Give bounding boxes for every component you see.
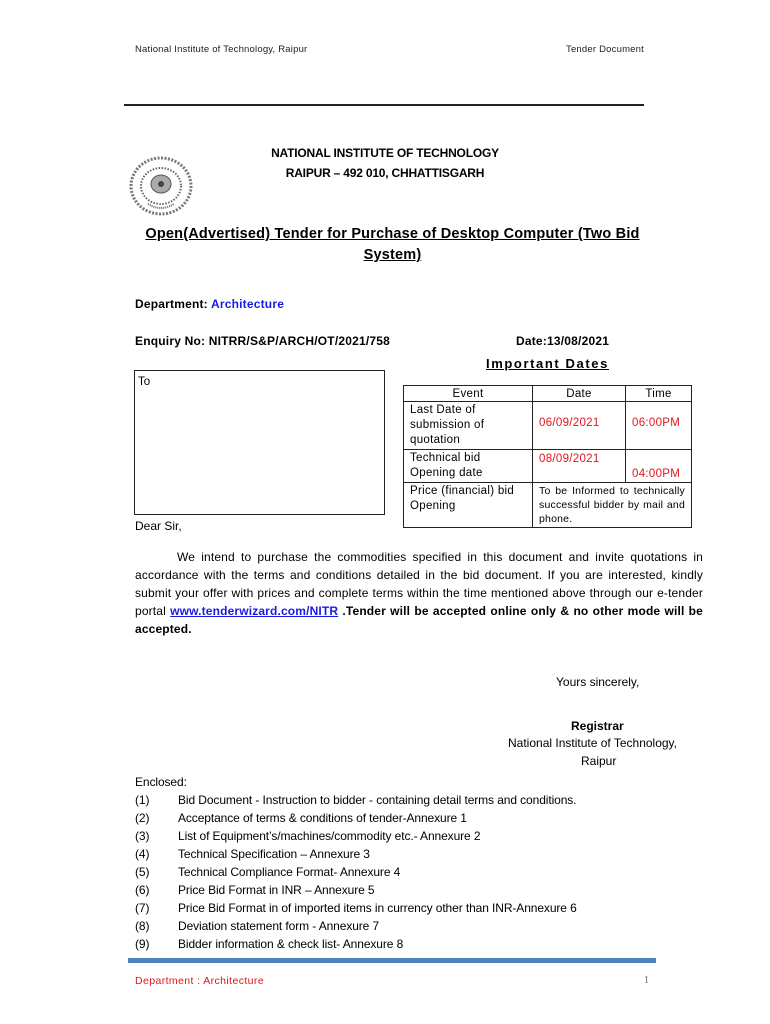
list-item-text: Bidder information & check list- Annexure 8: [178, 937, 404, 951]
department-label: Department:: [135, 297, 208, 311]
list-item-number: (4): [135, 847, 150, 861]
enquiry-date-label: Date:: [516, 334, 548, 348]
list-item: [135, 845, 695, 863]
to-label: To: [138, 376, 151, 388]
list-item-text: Price Bid Format in of imported items in currency other than INR-Annexure 6: [178, 901, 577, 915]
to-address-box: [134, 370, 385, 515]
list-item: [135, 827, 695, 845]
time-cell: 04:00PM: [626, 450, 692, 483]
list-item: [135, 935, 695, 953]
list-item-text: Price Bid Format in INR – Annexure 5: [178, 883, 375, 897]
table-header-row: [404, 386, 692, 402]
signatory-line1: National Institute of Technology,: [508, 736, 677, 750]
yours-sincerely: Yours sincerely,: [556, 675, 640, 689]
enclosed-list: [135, 791, 695, 953]
signatory: Registrar: [571, 719, 624, 733]
column-header-event: Event: [404, 386, 533, 402]
list-item: [135, 863, 695, 881]
signatory-line2: Raipur: [581, 754, 617, 768]
enquiry-date: [516, 334, 609, 348]
list-item-number: (6): [135, 883, 150, 897]
header-rule: [124, 104, 644, 106]
tender-title: Open(Advertised) Tender for Purchase of Desktop Computer (Two Bid System): [145, 226, 640, 263]
column-header-time: Time: [626, 386, 692, 402]
list-item-text: Deviation statement form - Annexure 7: [178, 919, 380, 933]
footer-department: Department : Architecture: [135, 975, 265, 987]
note-cell: To be Informed to technically successful bidder by mail and phone.: [533, 483, 692, 528]
enquiry-date-value: 13/08/2021: [547, 334, 610, 348]
list-item-text: Technical Compliance Format- Annexure 4: [178, 865, 401, 879]
enquiry-number: NITRR/S&P/ARCH/OT/2021/758: [208, 334, 391, 348]
column-header-date: Date: [533, 386, 626, 402]
event-cell: Technical bid Opening date: [404, 450, 533, 483]
list-item-number: (2): [135, 811, 150, 825]
list-item-number: (3): [135, 829, 150, 843]
table-row: [404, 450, 692, 483]
institute-logo: [126, 154, 196, 218]
list-item-number: (7): [135, 901, 150, 915]
date-cell: 06/09/2021: [533, 402, 626, 450]
body-text: We intend to purchase the commodities specified in this document and invite quotations in accordance with the terms and conditions detailed in the bid document. If you are interested, kindly submit your offer with prices and complete terms within the time mentioned above through our e-tender portal: [135, 550, 703, 618]
list-item-text: List of Equipment’s/machines/commodity etc.- Annexure 2: [178, 829, 481, 843]
header-right: Tender Document: [566, 44, 644, 55]
table-row: [404, 402, 692, 450]
enquiry-label: Enquiry No:: [135, 334, 206, 348]
department-line: [135, 297, 284, 311]
date-cell: 08/09/2021: [533, 450, 626, 483]
list-item-number: (5): [135, 865, 150, 879]
list-item-text: Technical Specification – Annexure 3: [178, 847, 370, 861]
list-item-number: (1): [135, 793, 150, 807]
header-left: National Institute of Technology, Raipur: [135, 44, 308, 55]
enclosed-label: Enclosed:: [135, 775, 187, 789]
institute-address: RAIPUR – 492 010, CHHATTISGARH: [285, 166, 485, 180]
salutation: Dear Sir,: [135, 519, 182, 533]
footer-rule: [128, 958, 656, 963]
important-dates-table: [403, 385, 692, 528]
time-cell: 06:00PM: [626, 402, 692, 450]
department-value: Architecture: [210, 297, 285, 311]
tender-portal-link[interactable]: www.tenderwizard.com/NITR: [170, 604, 339, 618]
page-number: 1: [644, 975, 649, 986]
list-item: [135, 917, 695, 935]
list-item: [135, 899, 695, 917]
institute-name: NATIONAL INSTITUTE OF TECHNOLOGY: [271, 146, 499, 160]
list-item: [135, 881, 695, 899]
event-cell: Price (financial) bid Opening: [404, 483, 533, 528]
event-cell: Last Date of submission of quotation: [404, 402, 533, 450]
list-item-text: Bid Document - Instruction to bidder - containing detail terms and conditions.: [178, 793, 577, 807]
list-item-number: (8): [135, 919, 150, 933]
body-paragraph: [135, 548, 703, 638]
list-item-number: (9): [135, 937, 150, 951]
list-item: [135, 791, 695, 809]
list-item: [135, 809, 695, 827]
table-row: [404, 483, 692, 528]
list-item-text: Acceptance of terms & conditions of tender-Annexure 1: [178, 811, 467, 825]
body-bold-tail: .Tender will be accepted online only & no other mode will be accepted.: [135, 604, 703, 636]
enquiry-line: [135, 334, 390, 348]
important-dates-heading: Important Dates: [486, 356, 609, 371]
